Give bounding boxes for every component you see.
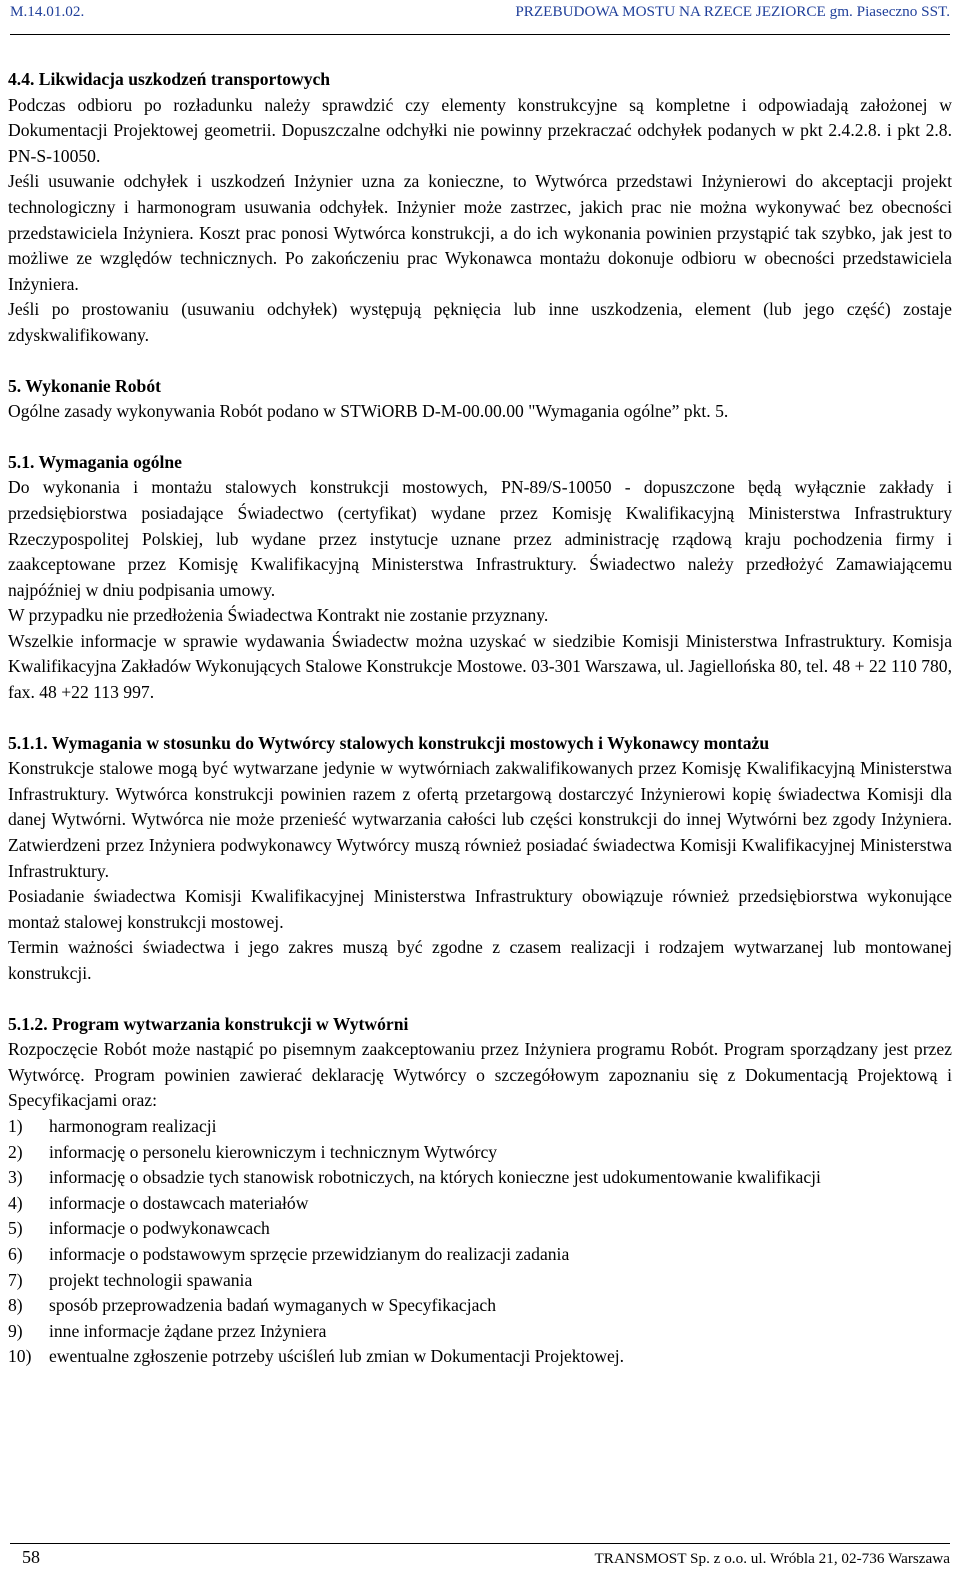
list-item <box>8 1344 952 1370</box>
section-heading-5-1-2: 5.1.2. Program wytwarzania konstrukcji w Wytwórni <box>8 1013 409 1034</box>
paragraph: Rozpoczęcie Robót może nastąpić po pisemnym zaakceptowaniu przez Inżyniera programu Robót. Program sporządzany jest przez Wytwórcę. Program powinien zawierać deklarację Wytwórcy o szczegółowym zapoznaniu się z Dokumentacją Projektową i Specyfikacjami oraz: <box>8 1039 952 1111</box>
paragraph: Wszelkie informacje w sprawie wydawania Świadectw można uzyskać w siedzibie Komisji Ministerstwa Infrastruktury. Komisja Kwalifikacyjna Zakładów Wykonujących Stalowe Konstrukcje Mostowe. 03-301 Warszawa, ul. Jagiellońska 80, tel. 48 + 22 110 780, fax. 48 +22 113 997. <box>8 630 952 703</box>
list-item-text: ewentualne zgłoszenie potrzeby uściśleń lub zmian w Dokumentacji Projektowej. <box>49 1346 625 1367</box>
section-heading-5-1: 5.1. Wymagania ogólne <box>8 451 182 472</box>
list-item-text: inne informacje żądane przez Inżyniera <box>49 1320 327 1341</box>
list-item <box>8 1165 952 1191</box>
spec-code: M.14.01.02. <box>10 3 85 20</box>
list-item-text: informację o personelu kierowniczym i technicznym Wytwórcy <box>49 1141 498 1162</box>
list-item-text: informację o obsadzie tych stanowisk robotniczych, na których konieczne jest udokumentowanie kwalifikacji <box>49 1167 821 1188</box>
list-item-number: 7) <box>8 1269 23 1290</box>
list-item-number: 4) <box>8 1192 23 1213</box>
project-title: PRZEBUDOWA MOSTU NA RZECE JEZIORCE gm. Piaseczno SST. <box>515 3 950 20</box>
list-item <box>8 1216 952 1242</box>
list-item-text: harmonogram realizacji <box>49 1115 217 1136</box>
page-footer <box>10 1543 950 1572</box>
page-number: 58 <box>22 1547 40 1567</box>
paragraph: Termin ważności świadectwa i jego zakres muszą być zgodne z czasem realizacji i rodzajem wytwarzanej lub montowanej konstrukcji. <box>8 937 952 983</box>
list-item <box>8 1293 952 1319</box>
paragraph: Ogólne zasady wykonywania Robót podano w STWiORB D-M-00.00.00 "Wymagania ogólne” pkt. 5. <box>8 401 729 422</box>
list-item-text: informacje o podwykonawcach <box>49 1218 270 1239</box>
list-item-text: informacje o podstawowym sprzęcie przewidzianym do realizacji zadania <box>49 1243 570 1264</box>
list-item <box>8 1319 952 1345</box>
list-item <box>8 1114 952 1140</box>
document-body <box>8 67 952 1370</box>
paragraph: Do wykonania i montażu stalowych konstrukcji mostowych, PN-89/S-10050 - dopuszczone będą wyłącznie zakłady i przedsiębiorstwa posiadające Świadectwo (certyfikat) wydane przez Komisję Kwalifikacyjną Ministerstwa Infrastruktury Rzeczypospolitej Polskiej, lub wydane przez instytucje uznane przez administrację rządową kraju pochodzenia firmy i zaakceptowane przez Komisję Kwalifikacyjną Ministerstwa Infrastruktury. Świadectwo należy przedłożyć Zamawiającemu najpóźniej w dniu podpisania umowy. <box>8 477 952 600</box>
list-item-text: sposób przeprowadzenia badań wymaganych w Specyfikacjach <box>49 1295 496 1316</box>
paragraph: Jeśli usuwanie odchyłek i uszkodzeń Inżynier uzna za konieczne, to Wytwórca przedstawi Inżynierowi do akceptacji projekt technologiczny i harmonogram usuwania odchyłek. Inżynier może zastrzec, jakich prac nie można wykonywać bez obecności przedstawiciela Inżyniera. Koszt prac ponosi Wytwórca konstrukcji, a do ich wykonania powinien przystąpić tak szybko, jak jest to możliwe ze względów technicznych. Po zakończeniu prac Wykonawca montażu dokonuje odbioru w obecności przedstawiciela Inżyniera. <box>8 171 952 294</box>
page-header <box>10 0 950 35</box>
section-heading-5: 5. Wykonanie Robót <box>8 375 161 396</box>
list-item-number: 1) <box>8 1115 23 1136</box>
list-item-text: informacje o dostawcach materiałów <box>49 1192 309 1213</box>
company-info: TRANSMOST Sp. z o.o. ul. Wróbla 21, 02-736 Warszawa <box>594 1550 950 1567</box>
paragraph: Jeśli po prostowaniu (usuwaniu odchyłek) występują pęknięcia lub inne uszkodzenia, element (lub jego część) zostaje zdyskwalifikowany. <box>8 299 952 345</box>
paragraph: Konstrukcje stalowe mogą być wytwarzane jedynie w wytwórniach zakwalifikowanych przez Komisję Kwalifikacyjną Ministerstwa Infrastruktury. Wytwórca konstrukcji powinien razem z ofertą przetargową dostarczyć Inżynierowi kopię świadectwa Komisji dla danej Wytwórni. Wytwórca nie może przenieść wytwarzania całości lub części konstrukcji do innej Wytwórni bez zgody Inżyniera. Zatwierdzeni przez Inżyniera podwykonawcy Wytwórcy muszą również posiadać świadectwa Komisji Kwalifikacyjnej Ministerstwa Infrastruktury. <box>8 758 952 881</box>
section-heading-5-1-1: 5.1.1. Wymagania w stosunku do Wytwórcy stalowych konstrukcji mostowych i Wykonawcy montażu <box>8 732 770 753</box>
list-item-number: 9) <box>8 1320 23 1341</box>
list-item-number: 8) <box>8 1295 23 1316</box>
list-item-text: projekt technologii spawania <box>49 1269 253 1290</box>
list-item-number: 5) <box>8 1218 23 1239</box>
paragraph: Podczas odbioru po rozładunku należy sprawdzić czy elementy konstrukcyjne są kompletne i odpowiadają założonej w Dokumentacji Projektowej geometrii. Dopuszczalne odchyłki nie powinny przekraczać odchyłek podanych w pkt 2.4.2.8. i pkt 2.8. PN-S-10050. <box>8 94 952 166</box>
list-item-number: 10) <box>8 1346 32 1367</box>
paragraph: Posiadanie świadectwa Komisji Kwalifikacyjnej Ministerstwa Infrastruktury obowiązuje również przedsiębiorstwa wykonujące montaż stalowej konstrukcji mostowej. <box>8 886 952 932</box>
program-requirements-list <box>8 1114 952 1370</box>
list-item <box>8 1242 952 1268</box>
section-heading-4-4: 4.4. Likwidacja uszkodzeń transportowych <box>8 69 331 89</box>
list-item <box>8 1191 952 1217</box>
list-item <box>8 1268 952 1294</box>
list-item-number: 3) <box>8 1167 23 1188</box>
list-item-number: 6) <box>8 1243 23 1264</box>
list-item-number: 2) <box>8 1141 23 1162</box>
list-item <box>8 1140 952 1166</box>
paragraph: W przypadku nie przedłożenia Świadectwa Kontrakt nie zostanie przyznany. <box>8 605 549 626</box>
